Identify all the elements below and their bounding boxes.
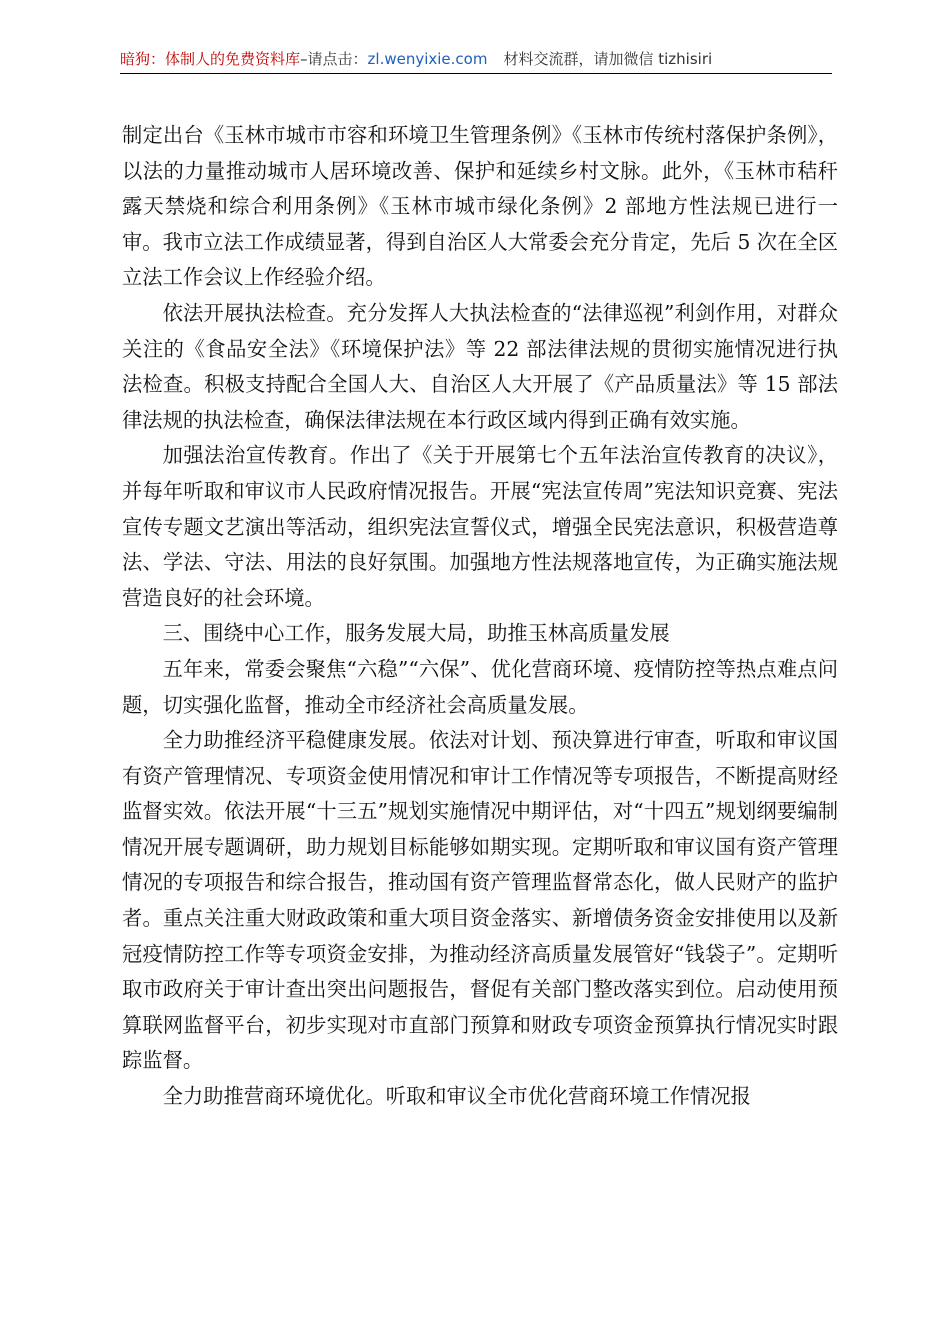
paragraph-five-years-overview: 五年来，常委会聚焦“六稳”“六保”、优化营商环境、疫情防控等热点难点问题，切实强化监督，推动全市经济社会高质量发展。: [122, 656, 838, 717]
paragraph-business-environment: 全力助推营商环境优化。听取和审议全市优化营商环境工作情况报: [162, 1084, 751, 1109]
header-brand: 暗狗：体制人的免费资料库: [120, 50, 301, 68]
page-header: [120, 46, 832, 72]
header-wechat: 材料交流群，请加微信 tizhisiri: [503, 50, 713, 68]
paragraph-continuation: 制定出台《玉林市城市市容和环境卫生管理条例》《玉林市传统村落保护条例》，以法的力量推动城市人居环境改善、保护和延续乡村文脉。此外，《玉林市秸秆露天禁烧和综合利用条例》《玉林市城市绿化条例》2 部地方性法规已进行一审。我市立法工作成绩显著，得到自治区人大常委会充分肯定，先后 5 次在全区立法工作会议上作经验介绍。: [122, 123, 838, 290]
document-body: [122, 118, 838, 1115]
section-heading-three: 三、围绕中心工作，服务发展大局，助推玉林高质量发展: [162, 621, 670, 646]
header-cta: –请点击：: [300, 50, 368, 68]
paragraph-law-enforcement-inspection: 依法开展执法检查。充分发挥人大执法检查的“法律巡视”利剑作用，对群众关注的《食品安全法》《环境保护法》等 22 部法律法规的贯彻实施情况进行执法检查。积极支持配合全国人大、自治区人大开展了《产品质量法》等 15 部法律法规的执法检查，确保法律法规在本行政区域内得到正确有效实施。: [122, 300, 838, 432]
header-url-link[interactable]: zl.wenyixie.com: [367, 50, 488, 68]
header-divider: [120, 73, 832, 74]
paragraph-economic-development: 全力助推经济平稳健康发展。依法对计划、预决算进行审查，听取和审议国有资产管理情况、专项资金使用情况和审计工作情况等专项报告，不断提高财经监督实效。依法开展“十三五”规划实施情况中期评估，对“十四五”规划纲要编制情况开展专题调研，助力规划目标能够如期实现。定期听取和审议国有资产管理情况的专项报告和综合报告，推动国有资产管理监督常态化，做人民财产的监护者。重点关注重大财政政策和重大项目资金落实、新增债务资金安排使用以及新冠疫情防控工作等专项资金安排，为推动经济高质量发展管好“钱袋子”。定期听取市政府关于审计查出突出问题报告，督促有关部门整改落实到位。启动使用预算联网监督平台，初步实现对市直部门预算和财政专项资金预算执行情况实时跟踪监督。: [122, 728, 838, 1073]
paragraph-legal-education: 加强法治宣传教育。作出了《关于开展第七个五年法治宣传教育的决议》，并每年听取和审议市人民政府情况报告。开展“宪法宣传周”宪法知识竞赛、宪法宣传专题文艺演出等活动，组织宪法宣誓仪式，增强全民宪法意识，积极营造尊法、学法、守法、用法的良好氛围。加强地方性法规落地宣传，为正确实施法规营造良好的社会环境。: [122, 443, 838, 610]
